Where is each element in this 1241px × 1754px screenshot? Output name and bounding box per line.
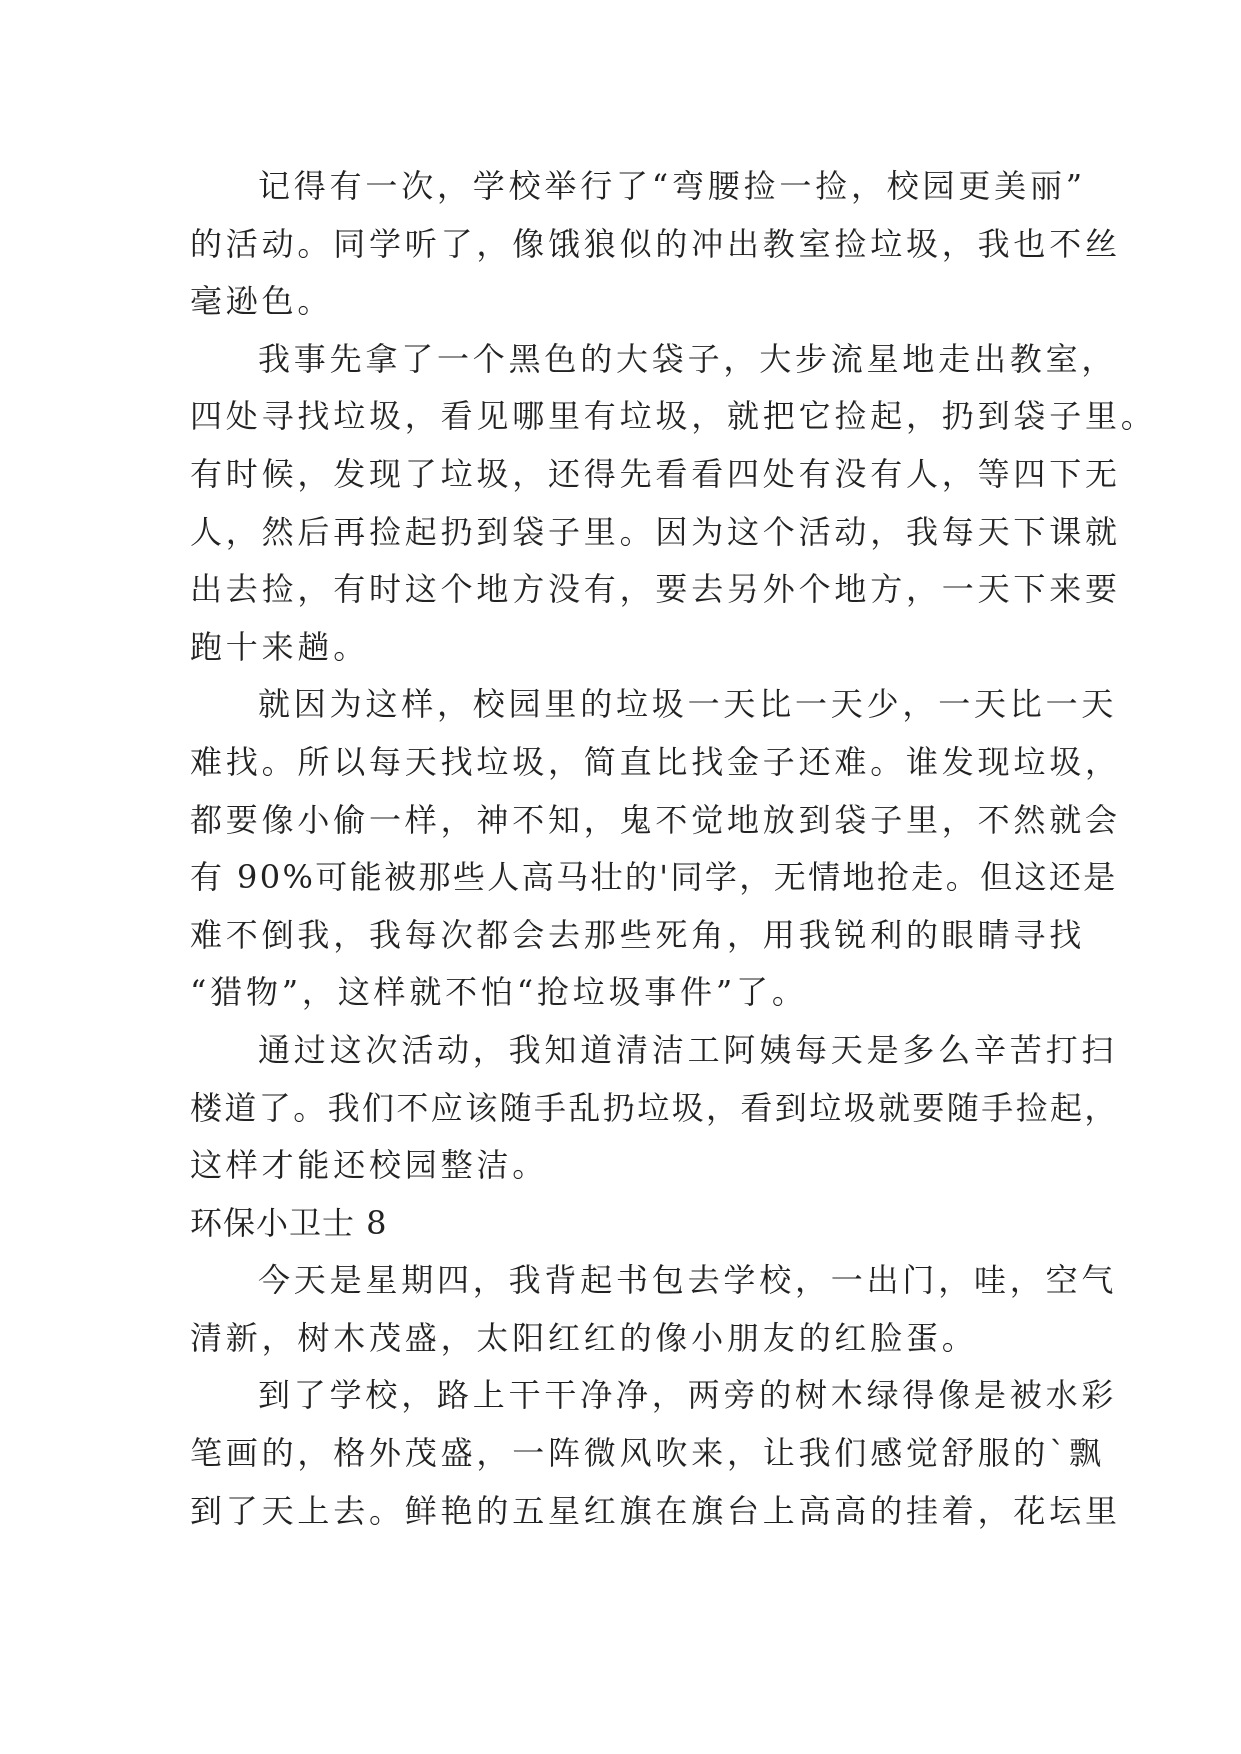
text-line: 到了学校，路上干干净净，两旁的树木绿得像是被水彩 (258, 1376, 1118, 1415)
text-line: 都要像小偷一样，神不知，鬼不觉地放到袋子里，不然就会 (190, 800, 1121, 839)
text-line: 的活动。同学听了，像饿狼似的冲出教室捡垃圾，我也不丝 (190, 224, 1121, 263)
text-line: 到了天上去。鲜艳的五星红旗在旗台上高高的挂着，花坛里 (190, 1491, 1121, 1530)
text-line: 通过这次活动，我知道清洁工阿姨每天是多么辛苦打扫 (258, 1030, 1118, 1069)
section-heading: 环保小卫士 8 (190, 1203, 388, 1242)
text-line: 难找。所以每天找垃圾，简直比找金子还难。谁发现垃圾， (190, 742, 1121, 781)
text-line: 难不倒我，我每次都会去那些死角，用我锐利的眼睛寻找 (190, 915, 1086, 954)
text-line: 出去捡，有时这个地方没有，要去另外个地方，一天下来要 (190, 570, 1121, 609)
article-body (190, 158, 1157, 1540)
text-line: 跑十来趟。 (190, 627, 370, 666)
text-line: “猎物”，这样就不怕“抢垃圾事件”了。 (190, 973, 808, 1012)
text-line: 就因为这样，校园里的垃圾一天比一天少，一天比一天 (258, 685, 1118, 724)
text-line: 笔画的，格外茂盛，一阵微风吹来，让我们感觉舒服的`飘 (190, 1434, 1105, 1473)
text-line: 我事先拿了一个黑色的大袋子，大步流星地走出教室， (258, 339, 1118, 378)
text-line: 毫逊色。 (190, 282, 334, 321)
text-line: 记得有一次，学校举行了“弯腰捡一捡，校园更美丽” (258, 167, 1086, 205)
text-line: 今天是星期四，我背起书包去学校，一出门，哇，空气 (258, 1261, 1118, 1300)
text-line: 楼道了。我们不应该随手乱扔垃圾，看到垃圾就要随手捡起， (190, 1088, 1119, 1127)
text-line: 清新，树木茂盛，太阳红红的像小朋友的红脸蛋。 (190, 1318, 978, 1357)
text-line: 这样才能还校园整洁。 (190, 1146, 549, 1185)
text-line: 四处寻找垃圾，看见哪里有垃圾，就把它捡起，扔到袋子里。 (190, 397, 1157, 436)
text-line: 人，然后再捡起扔到袋子里。因为这个活动，我每天下课就 (190, 512, 1121, 551)
text-line: 有 90%可能被那些人高马壮的'同学，无情地抢走。但这还是 (190, 858, 1118, 897)
text-line: 有时候，发现了垃圾，还得先看看四处有没有人，等四下无 (190, 454, 1121, 493)
